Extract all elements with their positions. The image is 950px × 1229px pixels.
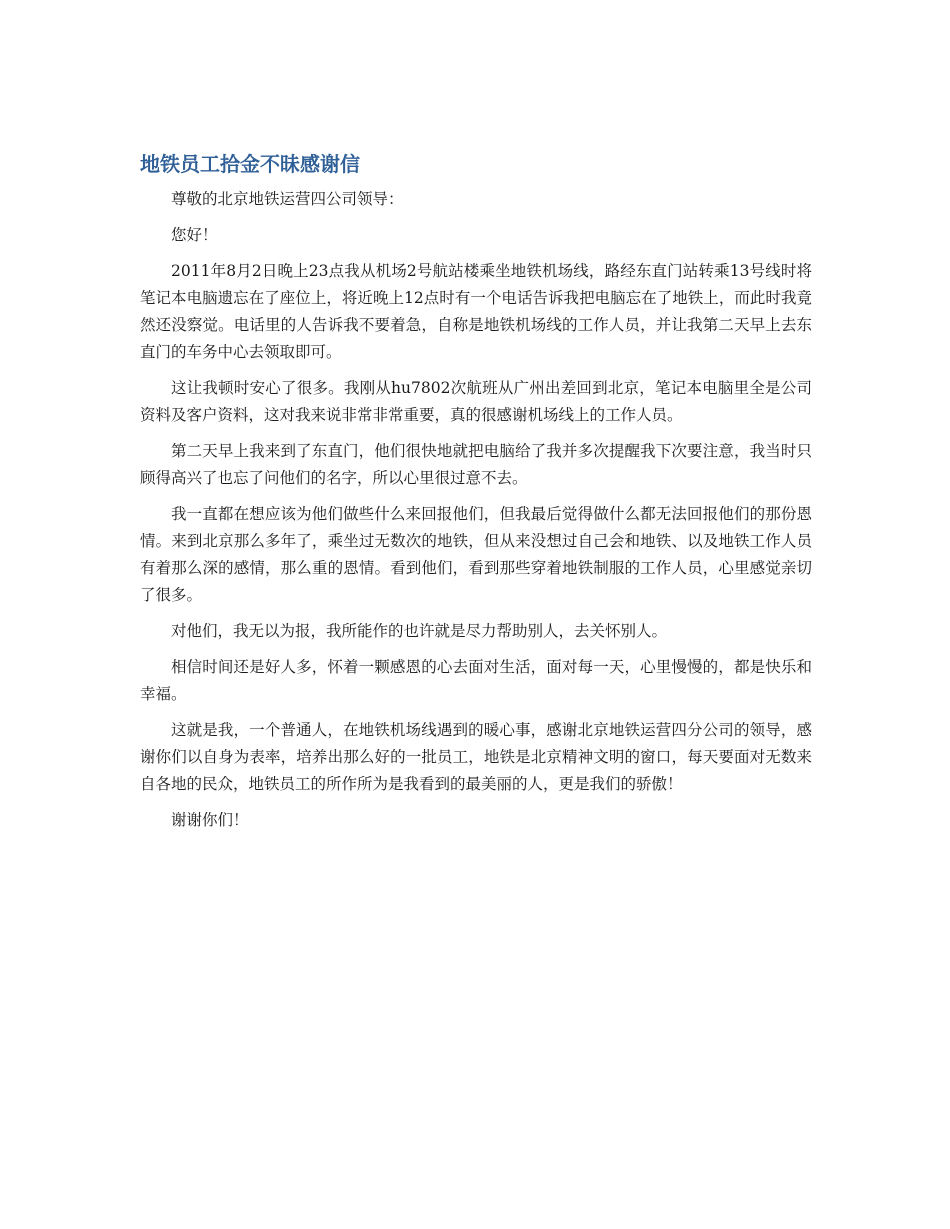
paragraph-thanks: 谢谢你们！ [171, 811, 249, 829]
paragraph-closing: 这就是我，一个普通人，在地铁机场线遇到的暖心事，感谢北京地铁运营四分公司的领导，感谢你们以自身为表率，培养出那么好的一批员工，地铁是北京精神文明的窗口，每天要面对无数来自各地的民众，地铁员工的所作所为是我看到的最美丽的人，更是我们的骄傲！ [140, 721, 812, 793]
paragraph-gratitude: 我一直都在想应该为他们做些什么来回报他们，但我最后觉得做什么都无法回报他们的那份恩情。来到北京那么多年了，乘坐过无数次的地铁，但从来没想过自己会和地铁、以及地铁工作人员有着那么深的感情，那么重的恩情。看到他们，看到那些穿着地铁制服的工作人员，心里感觉亲切了很多。 [140, 505, 812, 604]
paragraph-incident: 2011年8月2日晚上23点我从机场2号航站楼乘坐地铁机场线，路经东直门站转乘13号线时将笔记本电脑遗忘在了座位上，将近晚上12点时有一个电话告诉我把电脑忘在了地铁上，而此时我竟然还没察觉。电话里的人告诉我不要着急，自称是地铁机场线的工作人员，并让我第二天早上去东直门的车务中心去领取即可。 [140, 262, 812, 361]
paragraph-belief: 相信时间还是好人多，怀着一颗感恩的心去面对生活，面对每一天，心里慢慢的，都是快乐和幸福。 [140, 658, 812, 703]
paragraph-relief: 这让我顿时安心了很多。我刚从hu7802次航班从广州出差回到北京，笔记本电脑里全是公司资料及客户资料，这对我来说非常非常重要，真的很感谢机场线上的工作人员。 [140, 379, 812, 424]
document-page [140, 150, 812, 843]
paragraph-salutation: 尊敬的北京地铁运营四公司领导： [171, 190, 404, 208]
document-title: 地铁员工拾金不昧感谢信 [140, 152, 360, 176]
paragraph-greeting: 您好！ [171, 226, 218, 244]
paragraph-retrieval: 第二天早上我来到了东直门，他们很快地就把电脑给了我并多次提醒我下次要注意，我当时只顾得高兴了也忘了问他们的名字，所以心里很过意不去。 [140, 442, 812, 487]
paragraph-repay: 对他们，我无以为报，我所能作的也许就是尽力帮助别人，去关怀别人。 [171, 622, 668, 640]
